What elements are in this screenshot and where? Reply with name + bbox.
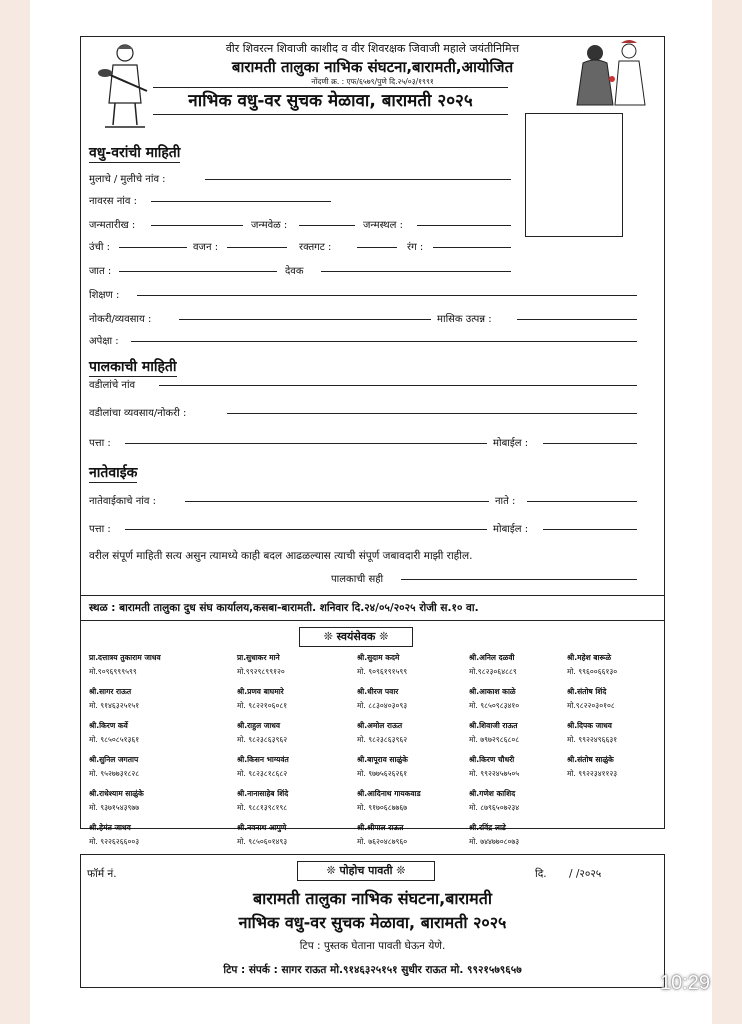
label-mobile: मोबाईल : [493,438,529,449]
field-mobile[interactable] [543,443,637,444]
organization-title: बारामती तालुका नाभिक संघटना,बारामती,आयोजित [231,58,514,76]
field-dob[interactable] [151,225,243,226]
receipt-event: नाभिक वधु-वर सुचक मेळावा, बारामती २०२५ [238,913,507,932]
volunteer-name: श्री.अनिल दळवी [469,653,515,662]
volunteer-mobile: मो.९०९६९९९५९९ [89,667,137,676]
volunteer-name: श्री.हेमंत जाधव [89,823,131,832]
volunteer-mobile: मो. ९२२६२६६००३ [89,837,140,846]
field-height[interactable] [119,247,187,248]
photo-box [525,113,623,237]
volunteer-name: श्री.सुदाम कदमे [357,653,400,662]
form-number-label: फॉर्म नं. [87,868,117,880]
field-education[interactable] [137,295,637,296]
volunteer-mobile: मो. ९८५०८५१३६१ [89,735,140,744]
field-name[interactable] [205,179,511,180]
field-caste[interactable] [119,271,277,272]
volunteer-mobile: मो. ९८२३८१८६८२ [237,769,288,778]
volunteer-name: श्री.संतोष शिंदे [567,687,607,696]
volunteer-mobile: मो. ९८८१३९८१९८ [237,803,288,812]
field-father-job[interactable] [227,413,637,414]
volunteer-mobile: मो. ९८५०६०१४९३ [237,837,288,846]
volunteer-mobile: मो. ९०९६१९१५९९ [357,667,408,676]
declaration-text: वरील संपूर्ण माहिती सत्य असुन त्यामध्ये काही बदल आढळल्यास त्याची संपूर्ण जबावदारी माझी राहील. [89,550,473,562]
label-name: मुलाचे / मुलीचे नांव : [89,174,166,185]
field-nickname[interactable] [151,201,331,202]
label-relation: नाते : [495,496,516,507]
volunteer-name: श्री.किरण कर्वे [89,721,128,730]
volunteer-name: श्री.सागर राऊत [89,687,132,696]
label-height: उंची : [89,242,110,253]
label-caste: जात : [89,266,112,277]
receipt-contact: टिप : संपर्क : सागर राऊत मो.९१४६३२५१५१ सुधीर राऊत मो. ९९२१५७९६५७ [223,964,522,976]
volunteer-mobile: मो. ९३७१५४३९७७ [89,803,140,812]
label-dob: जन्मतारीख : [89,220,136,231]
label-devak: देवक [285,266,304,277]
volunteer-mobile: मो. ९८५०९८३४१० [469,701,520,710]
label-relative-name: नातेवाईकाचे नांव : [89,496,156,507]
label-weight: वजन : [193,242,219,253]
event-title: नाभिक वधु-वर सुचक मेळावा, बारामती २०२५ [153,87,508,115]
volunteer-name: श्री.अमोल राऊत [357,721,403,730]
field-devak[interactable] [321,271,511,272]
section-candidate: वधु-वरांची माहिती [89,145,181,161]
volunteer-name: श्री.बापूराव साळुंके [357,755,408,764]
section-relative: नातेवाईक [89,465,138,481]
volunteer-mobile: मो. ९९६००६६१३० [567,667,618,676]
field-expectation[interactable] [131,341,637,342]
volunteer-mobile: मो. ९१४६३२५१५१ [89,701,140,710]
label-relative-mobile: मोबाईल : [493,524,529,535]
field-job[interactable] [179,319,431,320]
volunteer-mobile: मो.९८२२०३०१०८ [567,701,615,710]
volunteer-mobile: मो. ९९२२३४११२३ [567,769,618,778]
volunteer-mobile: मो. ७९७२९८६८०८ [469,735,520,744]
label-blood-group: रक्तगट : [299,242,332,253]
field-address[interactable] [125,443,487,444]
volunteer-mobile: मो. ७४४७७०८०७३ [469,837,520,846]
signature-label: पालकाची सही [331,574,384,585]
volunteer-name: श्री.गणेश काशिद [469,789,516,798]
label-father-job: वडीलांचा व्यवसाय/नोकरी : [89,408,187,419]
volunteer-mobile: मो. ९७७५६२६२६१ [357,769,408,778]
date-label: दि. [535,868,547,880]
volunteer-name: श्री.किसन भाग्यवंत [237,755,289,764]
volunteer-name: श्री.राधेश्याम साळुंके [89,789,144,798]
volunteer-mobile: मो. ८७९६५०७२३४ [469,803,520,812]
volunteer-name: श्री.संतोष साळुंके [567,755,614,764]
label-expectation: अपेक्षा : [89,336,119,347]
field-father-name[interactable] [159,385,637,386]
field-complexion[interactable] [433,247,511,248]
volunteer-name: श्री.दिपक जाधव [567,721,612,730]
field-income[interactable] [517,319,637,320]
label-birth-time: जन्मवेळ : [251,220,288,231]
volunteer-name: श्री.आदिनाथ गायकवाड [357,789,421,798]
label-birth-place: जन्मस्थल : [363,220,403,231]
volunteer-mobile: मो.९९२९८९९१२० [237,667,285,676]
label-education: शिक्षण : [89,290,120,301]
volunteer-mobile: मो. ९१७०६८७७६७ [357,803,408,812]
status-time: 10:29 [660,972,711,994]
venue-text: स्थळ : बारामती तालुका दुध संघ कार्यालय,कसबा-बारामती. शनिवार दि.२४/०५/२०२५ रोजी स.१० वा. [89,602,479,614]
volunteer-name: श्री.प्रणव बाघमारे [237,687,284,696]
field-relative-address[interactable] [125,529,487,530]
volunteer-name: श्री.श्रीपाल राऊत [357,823,404,832]
volunteer-mobile: मो. ७६२०४८७९६० [357,837,408,846]
volunteer-name: श्री.धीरज पवार [357,687,399,696]
receipt-note: टिप : पुस्तक घेताना पावती घेऊन येणे. [299,940,446,952]
date-value: / /२०२५ [569,868,602,880]
volunteer-mobile: मो. ९९२२४५७५०५ [469,769,520,778]
field-relation[interactable] [527,501,637,502]
field-weight[interactable] [227,247,287,248]
field-relative-name[interactable] [185,501,489,502]
volunteer-name: श्री.नानासाहेब शिंदे [237,789,289,798]
volunteer-name: श्री.रविंद्र लाडे [469,823,506,832]
volunteer-name: श्री.आकाश काळे [469,687,516,696]
volunteer-mobile: मो. ९५२७७३१८२८ [89,769,140,778]
field-birth-time[interactable] [299,225,355,226]
volunteer-name: श्री.नवनाथ आपुणे [237,823,287,832]
label-job: नोकरी/व्यवसाय : [89,314,152,325]
volunteer-mobile: मो. ९९२२४९६६३१ [567,735,618,744]
header-line-1: वीर शिवरत्न शिवाजी काशीद व वीर शिवरक्षक जिवाजी महाले जयंतीनिमित्त [225,42,520,55]
signature-line[interactable] [401,579,637,580]
registration-number: नोंदणी क्र. : एफ/६५७९/पुणे दि.२५/०३/१९९१ [311,77,434,86]
field-blood-group[interactable] [357,247,397,248]
volunteer-name: श्री.शिवाजी राऊत [469,721,518,730]
receipt-title: ❊ पोहोच पावती ❊ [297,861,435,881]
label-father-name: वडीलांचे नांव [89,380,136,391]
volunteer-name: श्री.महेश बारूळे [567,653,612,662]
label-income: मासिक उत्पन्न : [437,314,492,325]
label-relative-address: पत्ता : [89,524,111,535]
volunteer-mobile: मो. ९८२३८६३९६२ [237,735,288,744]
volunteer-name: श्री.सुनिल जगताप [89,755,139,764]
volunteer-mobile: मो. ९८२३८६३९६२ [357,735,408,744]
receipt-slip [80,854,665,988]
registration-form [80,36,665,846]
volunteer-name: श्री.राहुल जाधव [237,721,281,730]
receipt-organization: बारामती तालुका नाभिक संघटना,बारामती [253,889,492,908]
section-parents: पालकाची माहिती [89,359,177,375]
volunteer-mobile: मो. ८८३०४०३०९३ [357,701,408,710]
volunteer-name: श्री.किरण चौधरी [469,755,515,764]
volunteer-mobile: मो.९८२३०६४८८९ [469,667,517,676]
volunteer-name: प्रा.दत्तात्रय तुकाराम जाधव [89,653,161,662]
field-birth-place[interactable] [417,225,511,226]
volunteer-name: प्रा.सुधाकर माने [237,653,280,662]
volunteers-title: ❊ स्वयंसेवक ❊ [299,627,413,647]
label-nickname: नावरस नांव : [89,196,137,207]
label-complexion: रंग : [407,242,424,253]
label-address: पत्ता : [89,438,111,449]
field-relative-mobile[interactable] [543,529,637,530]
volunteer-mobile: मो. ९८२२१०६०८१ [237,701,288,710]
